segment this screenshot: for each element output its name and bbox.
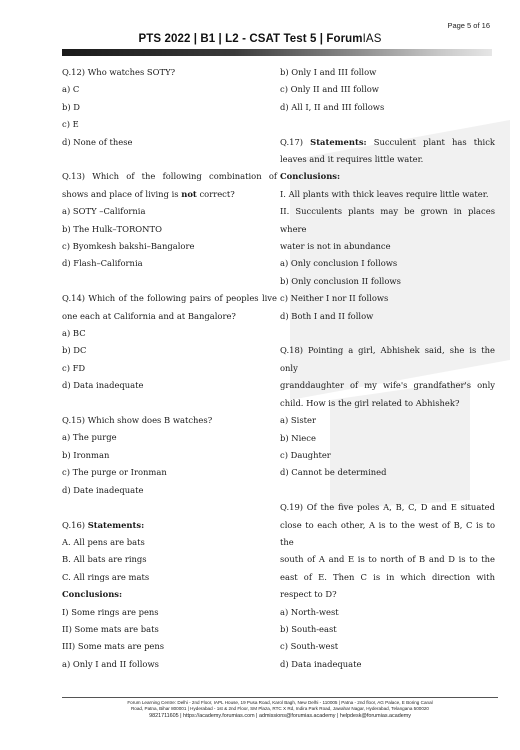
text-line: b) DC bbox=[62, 345, 87, 356]
text-line: II. Succulents plants may be grown in places where bbox=[280, 206, 495, 234]
text-line: east of E. Then C is in which direction with bbox=[280, 571, 495, 582]
text-line: d) Cannot be determined bbox=[280, 467, 387, 478]
spacer bbox=[62, 499, 277, 516]
text-line: d) None of these bbox=[62, 136, 133, 147]
text-line: B. All bats are rings bbox=[62, 554, 147, 565]
text-line: c) The purge or Ironman bbox=[62, 467, 167, 478]
text-line: water is not in abundance bbox=[280, 241, 391, 252]
spacer bbox=[280, 482, 495, 499]
footer-contact-line: 9821711605 | https://academy.forumias.com | admissions@forumias.academy | helpdesk@forumias.academy bbox=[149, 712, 411, 719]
text-line: c) Neither I nor II follows bbox=[280, 293, 389, 304]
test-title bbox=[0, 33, 520, 45]
text-line: shows and place of living is not correct? bbox=[62, 188, 235, 199]
text-line: south of A and E is to north of B and D is to the bbox=[280, 554, 495, 565]
emphasis: Statements: bbox=[87, 519, 145, 530]
text-line: a) SOTY –California bbox=[62, 206, 146, 217]
text-line: II) Some mats are bats bbox=[62, 623, 159, 634]
text-line: a) Sister bbox=[280, 415, 316, 426]
text-line: d) Flash–California bbox=[62, 258, 143, 269]
text-line: d) All I, II and III follows bbox=[280, 101, 385, 112]
text-line: b) Niece bbox=[280, 432, 316, 443]
text-line: A. All pens are bats bbox=[62, 536, 145, 547]
page-footer bbox=[62, 700, 498, 719]
footer-address-line-1: Forum Learning Centre: Delhi - 2nd Floor, IAPL House, 19 Pusa Road, Karol Bagh, New Delhi - 110005 | Patna - 2nd floor, AG Palace, E Boring Canal bbox=[127, 700, 433, 705]
text-line: d) Date inadequate bbox=[62, 484, 144, 495]
header-gradient-bar bbox=[62, 49, 492, 56]
text-line: a) C bbox=[62, 84, 80, 95]
text-line: a) BC bbox=[62, 328, 86, 339]
text-line: Q.13) Which of the following combination of bbox=[62, 171, 277, 182]
test-title-main: PTS 2022 | B1 | L2 - CSAT Test 5 | Forum bbox=[138, 33, 363, 45]
text-line: a) North-west bbox=[280, 606, 339, 617]
footer-rule bbox=[62, 697, 498, 698]
text-line: I) Some rings are pens bbox=[62, 606, 159, 617]
spacer bbox=[280, 325, 495, 342]
text-line: d) Both I and II follow bbox=[280, 310, 374, 321]
text-line: one each at California and at Bangalore? bbox=[62, 310, 236, 321]
text-line: a) Only conclusion I follows bbox=[280, 258, 398, 269]
text-line: leaves and it requires little water. bbox=[280, 154, 424, 165]
text-line: b) Only conclusion II follows bbox=[280, 275, 401, 286]
text-line: b) The Hulk–TORONTO bbox=[62, 223, 162, 234]
left-column bbox=[62, 64, 277, 673]
text-line: b) South-east bbox=[280, 623, 337, 634]
text-line: Conclusions: bbox=[62, 589, 123, 600]
text-line: c) FD bbox=[62, 362, 86, 373]
emphasis: Statements: bbox=[310, 136, 367, 147]
text-line: granddaughter of my wife's grandfather's only bbox=[280, 380, 495, 391]
text-line: Q.12) Who watches SOTY? bbox=[62, 67, 176, 77]
text-line: Q.18) Pointing a girl, Abhishek said, she is the only bbox=[280, 345, 495, 373]
right-column bbox=[280, 64, 495, 673]
text-line: c) Byomkesh bakshi–Bangalore bbox=[62, 241, 195, 252]
text-line: Q.14) Which of the following pairs of peoples live bbox=[62, 293, 277, 304]
text-line: respect to D? bbox=[280, 589, 337, 600]
text-line: Q.17) Statements: Succulent plant has thick bbox=[280, 136, 495, 147]
text-line: Q.16) Statements: bbox=[62, 519, 145, 530]
emphasis: not bbox=[181, 188, 197, 199]
footer-address-line-2: Road, Patna, Bihar 800001 | Hyderabad - 1st & 2nd Floor, SM Plaza, RTC X Rd, Indira Park Road, Jawahar Nagar, Hyderabad, Telangana 500020 bbox=[130, 706, 429, 712]
text-line: c) South-west bbox=[280, 641, 339, 652]
text-line: b) Only I and III follow bbox=[280, 67, 377, 77]
spacer bbox=[280, 116, 495, 133]
spacer bbox=[62, 151, 277, 168]
text-line: child. How is the girl related to Abhishek? bbox=[280, 397, 460, 408]
spacer bbox=[62, 273, 277, 290]
page-number: Page 5 of 16 bbox=[447, 21, 490, 30]
text-line: c) E bbox=[62, 119, 79, 130]
text-line: C. All rings are mats bbox=[62, 571, 150, 582]
text-line: a) Only I and II follows bbox=[62, 658, 159, 669]
text-line: Q.15) Which show does B watches? bbox=[62, 415, 213, 426]
text-line: Conclusions: bbox=[280, 171, 341, 182]
text-line: c) Daughter bbox=[280, 449, 331, 460]
text-line: b) Ironman bbox=[62, 449, 110, 460]
spacer bbox=[62, 395, 277, 412]
text-line: b) D bbox=[62, 101, 81, 112]
text-line: c) Only II and III follow bbox=[280, 84, 379, 95]
text-line: d) Data inadequate bbox=[62, 380, 144, 391]
text-line: a) The purge bbox=[62, 432, 117, 443]
text-line: Q.19) Of the five poles A, B, C, D and E situated bbox=[280, 502, 495, 513]
text-line: d) Data inadequate bbox=[280, 658, 362, 669]
brand-suffix: IAS bbox=[362, 33, 382, 45]
text-line: III) Some mats are pens bbox=[62, 641, 165, 652]
text-line: I. All plants with thick leaves require little water. bbox=[280, 188, 489, 199]
text-line: close to each other, A is to the west of B, C is to the bbox=[280, 519, 495, 547]
